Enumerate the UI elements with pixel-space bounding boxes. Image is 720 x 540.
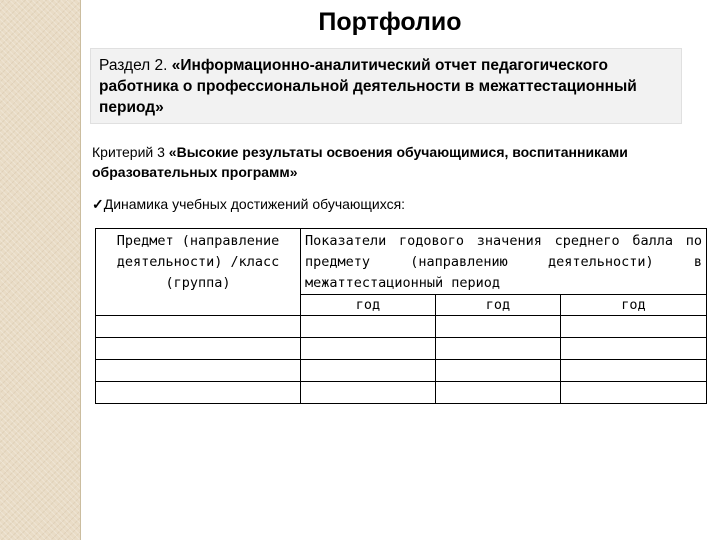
section-heading-box	[90, 48, 682, 124]
dynamics-text: Динамика учебных достижений обучающихся:	[103, 196, 406, 212]
table-cell	[96, 316, 301, 338]
table-row	[96, 338, 707, 360]
criterion-text	[92, 142, 717, 182]
table-cell	[301, 338, 436, 360]
section-text: «Информационно-аналитический отчет педагогического работника о профессиональной деятельности в межаттестационный период»	[99, 57, 637, 116]
section-lead: Раздел 2.	[99, 57, 172, 74]
table-header-row	[96, 229, 707, 295]
table-cell	[436, 360, 561, 382]
table-cell	[436, 316, 561, 338]
year-cell-2: год	[436, 295, 561, 316]
table-cell	[561, 338, 707, 360]
table-cell	[561, 316, 707, 338]
table-cell	[561, 360, 707, 382]
table-cell	[301, 316, 436, 338]
table-cell	[561, 382, 707, 404]
criterion-title: «Высокие результаты освоения обучающимися, воспитанниками образовательных программ»	[92, 144, 628, 180]
table-row	[96, 316, 707, 338]
table-cell	[301, 360, 436, 382]
achievements-table	[95, 228, 707, 404]
table-row	[96, 360, 707, 382]
criterion-lead: Критерий 3	[92, 144, 169, 160]
table-cell	[436, 338, 561, 360]
table-cell	[96, 360, 301, 382]
decorative-side-strip	[0, 0, 81, 540]
year-cell-1: год	[301, 295, 436, 316]
table-cell	[301, 382, 436, 404]
empty-rows	[96, 316, 707, 404]
page-title: Портфолио	[318, 8, 462, 36]
indicators-header-cell: Показатели годового значения среднего балла по предмету (направлению деятельности) в межаттестационный период	[301, 229, 707, 295]
table-cell	[96, 382, 301, 404]
year-cell-3: год	[561, 295, 707, 316]
check-icon: ✓	[92, 196, 104, 212]
table-row	[96, 382, 707, 404]
table-cell	[96, 338, 301, 360]
dynamics-line	[92, 196, 405, 213]
table-cell	[436, 382, 561, 404]
subject-header-cell: Предмет (направление деятельности) /класс (группа)	[96, 229, 301, 316]
